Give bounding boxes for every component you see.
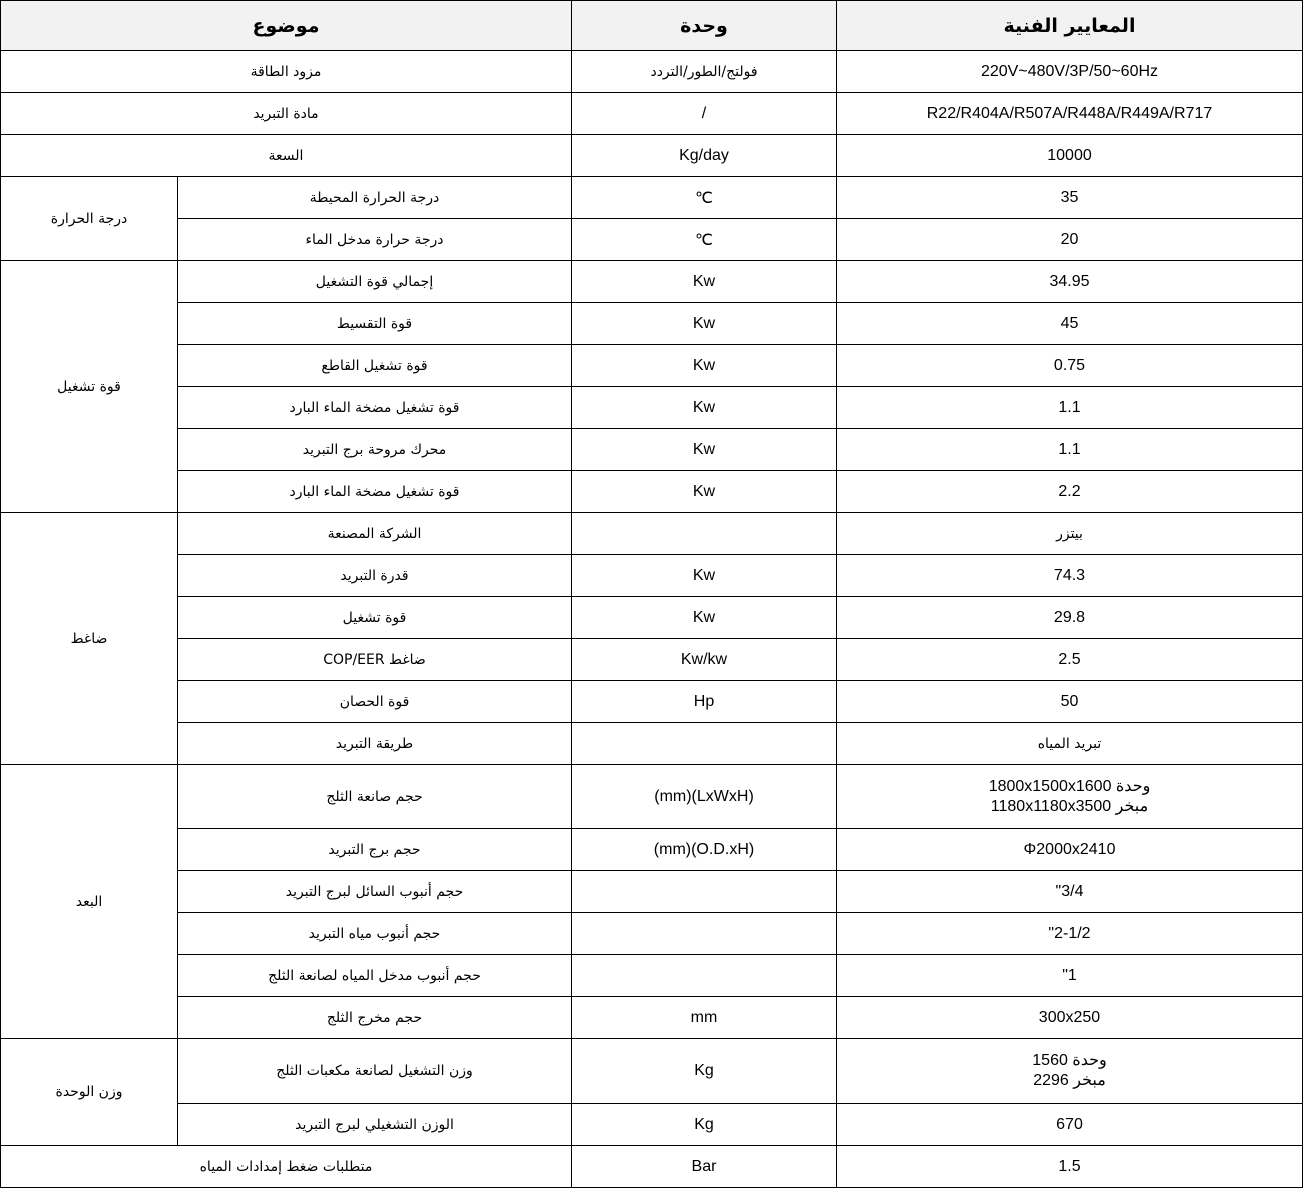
group-label-temperature: درجة الحرارة	[1, 177, 178, 261]
table-row	[1, 681, 1303, 723]
table-row	[1, 387, 1303, 429]
label-cell: السعة	[1, 135, 572, 177]
value-cell: 1"	[837, 955, 1303, 997]
value-line: وحدة 1800x1500x1600	[988, 777, 1151, 795]
value-cell: 1.1	[837, 429, 1303, 471]
table-row	[1, 429, 1303, 471]
value-cell: 50	[837, 681, 1303, 723]
unit-cell: Kw	[572, 471, 837, 513]
unit-cell: /	[572, 93, 837, 135]
label-cell: قوة تشغيل مضخة الماء البارد	[178, 471, 572, 513]
unit-cell: (O.D.xH)(mm)	[572, 829, 837, 871]
label-cell: الشركة المصنعة	[178, 513, 572, 555]
label-cell: قوة تشغيل مضخة الماء البارد	[178, 387, 572, 429]
label-cell: قدرة التبريد	[178, 555, 572, 597]
unit-cell: Kg/day	[572, 135, 837, 177]
table-row	[1, 997, 1303, 1039]
label-cell: مزود الطاقة	[1, 51, 572, 93]
header-row	[1, 1, 1303, 51]
value-line: وحدة 1560	[1032, 1052, 1107, 1069]
unit-cell: Kw/kw	[572, 639, 837, 681]
label-cell: قوة تشغيل القاطع	[178, 345, 572, 387]
table-row	[1, 723, 1303, 765]
label-cell: وزن التشغيل لصانعة مكعبات الثلج	[178, 1039, 572, 1104]
table-row	[1, 345, 1303, 387]
table-row	[1, 871, 1303, 913]
table-row	[1, 513, 1303, 555]
label-cell: حجم أنبوب مدخل المياه لصانعة الثلج	[178, 955, 572, 997]
unit-cell: Kw	[572, 597, 837, 639]
table-row	[1, 261, 1303, 303]
label-cell: درجة الحرارة المحيطة	[178, 177, 572, 219]
value-cell: 20	[837, 219, 1303, 261]
unit-cell	[572, 513, 837, 555]
value-cell: 45	[837, 303, 1303, 345]
value-cell: 2.5	[837, 639, 1303, 681]
unit-cell: (LxWxH)(mm)	[572, 765, 837, 829]
label-cell: ضاغط COP/EER	[178, 639, 572, 681]
value-cell: 300x250	[837, 997, 1303, 1039]
unit-cell: Kw	[572, 345, 837, 387]
table-row	[1, 1039, 1303, 1104]
value-cell: 2-1/2"	[837, 913, 1303, 955]
label-cell: درجة حرارة مدخل الماء	[178, 219, 572, 261]
unit-cell: فولتج/الطور/التردد	[572, 51, 837, 93]
header-params: المعايير الفنية	[837, 1, 1303, 51]
value-cell: 10000	[837, 135, 1303, 177]
value-cell: 74.3	[837, 555, 1303, 597]
value-cell: 220V~480V/3P/50~60Hz	[837, 51, 1303, 93]
value-cell: R22/R404A/R507A/R448A/R449A/R717	[837, 93, 1303, 135]
label-cell: الوزن التشغيلي لبرج التبريد	[178, 1104, 572, 1146]
label-cell: مادة التبريد	[1, 93, 572, 135]
value-cell	[837, 1039, 1303, 1104]
header-unit: وحدة	[572, 1, 837, 51]
value-line: مبخر 1180x1180x3500	[990, 797, 1149, 815]
value-cell: 35	[837, 177, 1303, 219]
label-cell: حجم مخرج الثلج	[178, 997, 572, 1039]
value-cell: 3/4"	[837, 871, 1303, 913]
label-cell: إجمالي قوة التشغيل	[178, 261, 572, 303]
unit-cell	[572, 955, 837, 997]
label-cell: قوة التقسيط	[178, 303, 572, 345]
unit-cell	[572, 723, 837, 765]
value-cell: 670	[837, 1104, 1303, 1146]
group-label-operating-power: قوة تشغيل	[1, 261, 178, 513]
unit-cell: Hp	[572, 681, 837, 723]
label-cell: حجم صانعة الثلج	[178, 765, 572, 829]
table-row	[1, 303, 1303, 345]
value-cell: 29.8	[837, 597, 1303, 639]
label-cell: حجم أنبوب السائل لبرج التبريد	[178, 871, 572, 913]
table-row	[1, 1104, 1303, 1146]
value-cell	[837, 765, 1303, 829]
group-label-weight: وزن الوحدة	[1, 1039, 178, 1146]
label-cell: متطلبات ضغط إمدادات المياه	[1, 1146, 572, 1188]
table-row	[1, 135, 1303, 177]
label-cell: طريقة التبريد	[178, 723, 572, 765]
label-cell: محرك مروحة برج التبريد	[178, 429, 572, 471]
table-row	[1, 1146, 1303, 1188]
unit-cell: ℃	[572, 177, 837, 219]
group-label-compressor: ضاغط	[1, 513, 178, 765]
table-row	[1, 597, 1303, 639]
value-cell: Φ2000x2410	[837, 829, 1303, 871]
value-cell: 1.5	[837, 1146, 1303, 1188]
table-row	[1, 93, 1303, 135]
unit-cell: Kw	[572, 261, 837, 303]
value-cell: 1.1	[837, 387, 1303, 429]
unit-cell: mm	[572, 997, 837, 1039]
label-cell: حجم برج التبريد	[178, 829, 572, 871]
unit-cell	[572, 913, 837, 955]
value-cell: تبريد المياه	[837, 723, 1303, 765]
value-cell: 34.95	[837, 261, 1303, 303]
unit-cell: Kg	[572, 1039, 837, 1104]
unit-cell: Kw	[572, 555, 837, 597]
value-cell: بيتزر	[837, 513, 1303, 555]
table-row	[1, 913, 1303, 955]
table-row	[1, 829, 1303, 871]
unit-cell: Kg	[572, 1104, 837, 1146]
value-cell: 0.75	[837, 345, 1303, 387]
group-label-dimensions: البعد	[1, 765, 178, 1039]
value-cell: 2.2	[837, 471, 1303, 513]
value-line: مبخر 2296	[1033, 1072, 1106, 1089]
label-cell: قوة تشغيل	[178, 597, 572, 639]
table-row	[1, 177, 1303, 219]
table-row	[1, 765, 1303, 829]
unit-cell: ℃	[572, 219, 837, 261]
unit-cell: Kw	[572, 429, 837, 471]
label-cell: حجم أنبوب مياه التبريد	[178, 913, 572, 955]
table-row	[1, 955, 1303, 997]
unit-cell: Kw	[572, 387, 837, 429]
table-row	[1, 639, 1303, 681]
header-subject: موضوع	[1, 1, 572, 51]
unit-cell: Kw	[572, 303, 837, 345]
label-cell: قوة الحصان	[178, 681, 572, 723]
table-row	[1, 555, 1303, 597]
table-row	[1, 471, 1303, 513]
unit-cell	[572, 871, 837, 913]
table-row	[1, 51, 1303, 93]
table-row	[1, 219, 1303, 261]
unit-cell: Bar	[572, 1146, 837, 1188]
